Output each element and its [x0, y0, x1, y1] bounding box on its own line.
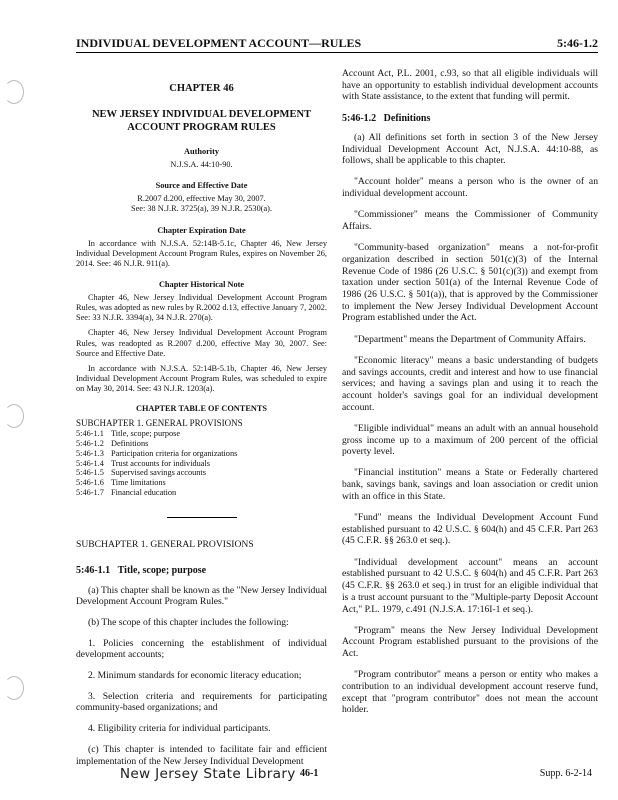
- header-section-number: 5:46-1.2: [557, 36, 598, 50]
- paragraph: (a) This chapter shall be known as the "New Jersey Individual Development Account Program Rules.": [76, 584, 327, 608]
- punch-hole: [4, 404, 24, 428]
- definition: "Program contributor" means a person or entity who makes a contribution to an individual development account reserve fund, except that "program contributor" does not mean the account holder.: [342, 669, 598, 716]
- punch-hole: [4, 676, 24, 700]
- source-heading: Source and Effective Date: [155, 181, 248, 191]
- definition: "Account holder" means a person who is the owner of an individual development account.: [342, 176, 598, 200]
- toc-list: [76, 429, 327, 497]
- toc-entry-title: Time limitations: [111, 478, 166, 488]
- definition: "Program" means the New Jersey Individual Development Account Program established pursuant to the provisions of the Act.: [342, 624, 598, 660]
- history-note: Chapter 46, New Jersey Individual Development Account Program Rules, was readopted as R.2007 d.200, effective May 30, 2007. See: Source and Effective Date.: [76, 328, 327, 358]
- chapter-number: CHAPTER 46: [169, 83, 234, 94]
- history-note: Chapter 46, New Jersey Individual Development Account Program Rules, was adopted as new rules by R.2002 d.13, effective January 7, 2002. See: 33 N.J.R. 3394(a), 34 N.J.R. 270(a).: [76, 293, 327, 323]
- source-text: R.2007 d.200, effective May 30, 2007.: [137, 194, 266, 204]
- section-title: Title, scope; purpose: [117, 565, 207, 577]
- page-footer: [0, 767, 618, 789]
- paragraph: 2. Minimum standards for economic literacy education;: [88, 670, 302, 682]
- toc-entry-title: Supervised savings accounts: [111, 468, 206, 478]
- paragraph: Account Act, P.L. 2001, c.93, so that all eligible individuals will have an opportunity to establish individual development accounts with State assistance, to the extent that funding will permit.: [342, 68, 598, 103]
- toc-entry-number: 5:46-1.7: [76, 487, 104, 497]
- definition: "Community-based organization" means a not-for-profit organization described in section 501(c)(3) of the Internal Revenue Code of 1986 (26 U.S.C. § 501(c)(3)) and exempt from taxation under section 501(a) of the Internal Revenue Code of 1986 (26 U.S.C. § 501(a)), that is approved by the Commissioner to implement the New Jersey Individual Development Account Program established under the Act.: [342, 242, 598, 324]
- toc-entry: [76, 439, 327, 449]
- section-heading: [76, 565, 327, 577]
- history-note: In accordance with N.J.S.A. 52:14B-5.1b, Chapter 46, New Jersey Individual Development Account Program Rules, was scheduled to expire on May 30, 2014. See: 43 N.J.R. 1203(a).: [76, 363, 327, 394]
- page-number: 46-1: [300, 768, 319, 779]
- toc-entry-title: Financial education: [111, 487, 177, 497]
- source-see: See: 38 N.J.R. 3725(a), 39 N.J.R. 2530(a).: [130, 204, 273, 214]
- subchapter-heading: SUBCHAPTER 1. GENERAL PROVISIONS: [76, 538, 254, 550]
- toc-heading: CHAPTER TABLE OF CONTENTS: [135, 404, 267, 414]
- chapter-title: NEW JERSEY INDIVIDUAL DEVELOPMENT ACCOUNT PROGRAM RULES: [91, 108, 312, 133]
- definition: "Department" means the Department of Community Affairs.: [354, 333, 586, 345]
- toc-entry-title: Trust accounts for individuals: [111, 458, 211, 468]
- paragraph: 3. Selection criteria and requirements for participating community-based organizations; and: [76, 690, 327, 714]
- definition: "Fund" means the Individual Development Account Fund established pursuant to 42 U.S.C. § 604(h) and 45 C.F.R. Part 263 (45 C.F.R. §§ 263.0 et seq.).: [342, 512, 598, 547]
- definition: "Eligible individual" means an adult with an annual household gross income up to a maximum of 200 percent of the official poverty level.: [342, 422, 598, 458]
- toc-entry: [76, 429, 327, 439]
- definition: "Commissioner" means the Commissioner of Community Affairs.: [342, 209, 598, 233]
- authority-heading: Authority: [183, 147, 220, 157]
- section-heading: [342, 113, 598, 125]
- right-column: [342, 68, 598, 726]
- section-number: 5:46-1.1: [76, 565, 111, 577]
- left-column: [76, 68, 327, 776]
- paragraph: 1. Policies concerning the establishment of individual development accounts;: [76, 637, 327, 661]
- section-title: Definitions: [383, 112, 431, 124]
- supplement-date: Supp. 6-2-14: [539, 768, 592, 779]
- toc-entry: [76, 449, 327, 459]
- paragraph: (c) This chapter is intended to facilitate fair and efficient implementation of the New Jersey Individual Development: [76, 743, 327, 767]
- library-watermark: New Jersey State Library: [119, 767, 296, 782]
- paragraph: (a) All definitions set forth in section 3 of the New Jersey Individual Development Account Act, N.J.S.A. 44:10-88, as follows, shall be applicable to this chapter.: [342, 131, 598, 167]
- expiration-heading: Chapter Expiration Date: [157, 225, 246, 235]
- running-header: [76, 36, 598, 53]
- toc-entry-number: 5:46-1.4: [76, 458, 104, 468]
- toc-entry-number: 5:46-1.2: [76, 438, 104, 448]
- toc-entry-title: Definitions: [111, 438, 149, 448]
- definition: "Economic literacy" means a basic understanding of budgets and savings accounts, credit and interest and how to use financial services; and having a savings plan and using it to reach the account holder's savings goal for an individual development account.: [342, 354, 598, 413]
- toc-subchapter: SUBCHAPTER 1. GENERAL PROVISIONS: [76, 418, 243, 429]
- toc-entry-number: 5:46-1.3: [76, 448, 104, 458]
- expiration-text: In accordance with N.J.S.A. 52:14B-5.1c, Chapter 46, New Jersey Individual Development Account Program Rules, expires on November 26, 2014. See: 46 N.J.R. 911(a).: [76, 238, 327, 268]
- definition: "Individual development account" means an account established pursuant to 42 U.S.C. § 604(h) and 45 C.F.R. Part 263 (45 C.F.R. §§ 263.0 et seq.) in trust for an eligible individual that is a trust account pursuant to the "Multiple-party Deposit Account Act," P.L. 1979, c.491 (N.J.S.A. 17:16I-1 et seq.).: [342, 556, 598, 615]
- punch-hole: [4, 80, 24, 104]
- toc-entry-number: 5:46-1.1: [76, 429, 104, 439]
- toc-entry: [76, 488, 327, 498]
- toc-entry: [76, 459, 327, 469]
- authority-text: N.J.S.A. 44:10-90.: [170, 160, 233, 170]
- toc-entry-title: Participation criteria for organizations: [111, 448, 238, 458]
- toc-entry: [76, 478, 327, 488]
- history-heading: Chapter Historical Note: [158, 280, 245, 290]
- paragraph: (b) The scope of this chapter includes the following:: [88, 616, 289, 628]
- toc-entry-number: 5:46-1.6: [76, 478, 104, 488]
- toc-entry-number: 5:46-1.5: [76, 468, 104, 478]
- divider: [167, 517, 237, 518]
- section-number: 5:46-1.2: [342, 112, 377, 124]
- toc-entry: [76, 468, 327, 478]
- header-title: INDIVIDUAL DEVELOPMENT ACCOUNT—RULES: [76, 36, 362, 50]
- definition: "Financial institution" means a State or Federally chartered bank, savings bank, savings and loan association or credit union with an office in this State.: [342, 467, 598, 502]
- paragraph: 4. Eligibility criteria for individual participants.: [88, 723, 271, 735]
- toc-entry-title: Title, scope; purpose: [111, 429, 181, 439]
